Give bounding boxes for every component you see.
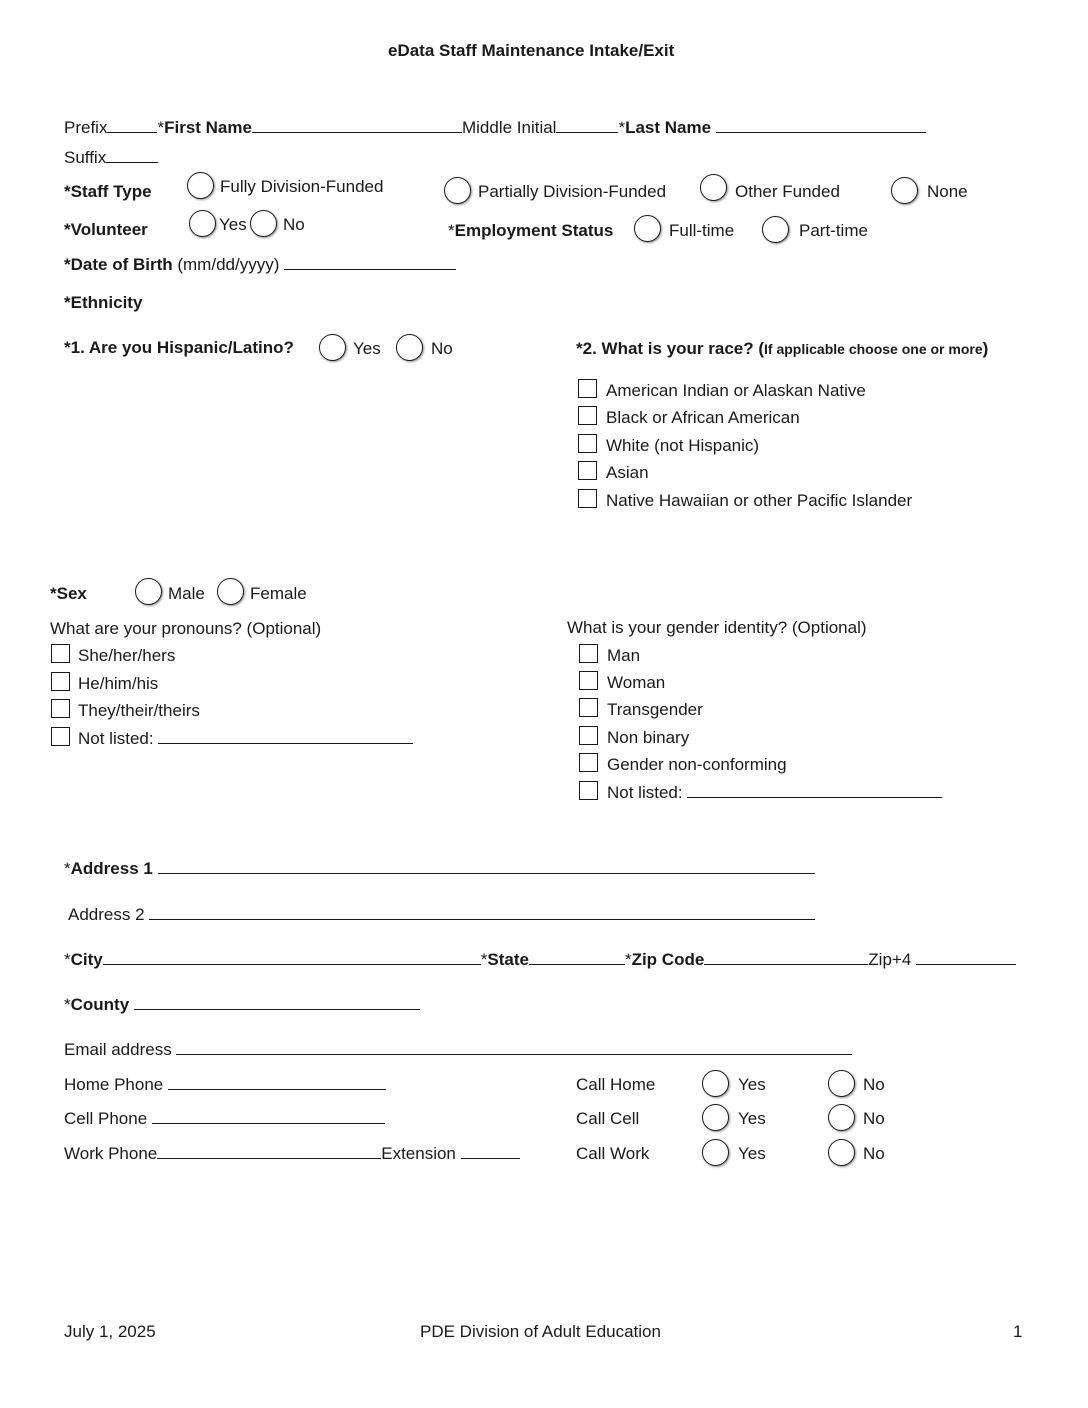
work-phone-row (64, 1144, 520, 1164)
race-option-label: White (not Hispanic) (606, 436, 760, 455)
first-name-label: First Name (164, 118, 252, 137)
gender-identity-question: What is your gender identity? (Optional) (567, 618, 867, 637)
gender-option-label: Woman (607, 673, 666, 692)
gender-checkbox-man[interactable] (579, 644, 598, 663)
call-work-no-radio[interactable] (828, 1139, 855, 1166)
race-option-label: Asian (606, 463, 649, 482)
call-cell-yes-label: Yes (738, 1109, 766, 1128)
volunteer-label: *Volunteer (64, 220, 148, 239)
race-checkbox-american-indian[interactable] (578, 379, 597, 398)
race-option-label: Native Hawaiian or other Pacific Islander (606, 491, 913, 510)
home-phone-row (64, 1075, 386, 1095)
race-checkbox-black[interactable] (578, 406, 597, 425)
pronoun-checkbox-she[interactable] (51, 644, 70, 663)
name-row: Prefix *First Name Middle Initial *Last Name (64, 118, 926, 138)
suffix-field[interactable] (106, 148, 158, 163)
employment-fulltime-label: Full-time (669, 221, 735, 240)
staff-type-radio-partially[interactable] (444, 177, 471, 204)
volunteer-no-radio[interactable] (250, 210, 277, 237)
race-checkbox-hawaiian[interactable] (578, 489, 597, 508)
prefix-label: Prefix (64, 118, 108, 137)
footer-org: PDE Division of Adult Education (420, 1322, 661, 1341)
gender-not-listed-row: Not listed: (607, 783, 942, 803)
gender-checkbox-woman[interactable] (579, 671, 598, 690)
gender-not-listed-field[interactable] (687, 783, 942, 798)
gender-checkbox-nonconforming[interactable] (579, 753, 598, 772)
zip-label: Zip Code (631, 950, 705, 969)
staff-type-none-label: None (927, 182, 968, 201)
hispanic-yes-radio[interactable] (319, 334, 346, 361)
dob-field[interactable] (284, 255, 456, 270)
sex-female-label: Female (250, 584, 307, 603)
call-work-yes-radio[interactable] (702, 1139, 729, 1166)
staff-type-radio-other[interactable] (700, 174, 727, 201)
suffix-label: Suffix (64, 148, 107, 167)
pronoun-not-listed-field[interactable] (158, 729, 413, 744)
volunteer-no-label: No (283, 215, 305, 234)
gender-option-label: Transgender (607, 700, 703, 719)
call-home-yes-label: Yes (738, 1075, 766, 1094)
hispanic-no-label: No (431, 339, 453, 358)
call-work-yes-label: Yes (738, 1144, 766, 1163)
zip4-label: Zip+4 (868, 950, 912, 969)
race-option-label: American Indian or Alaskan Native (606, 381, 866, 400)
gender-checkbox-not-listed[interactable] (579, 781, 598, 800)
pronouns-question: What are your pronouns? (Optional) (50, 619, 322, 638)
hispanic-question: *1. Are you Hispanic/Latino? (64, 338, 294, 357)
pronoun-checkbox-they[interactable] (51, 699, 70, 718)
hispanic-no-radio[interactable] (396, 334, 423, 361)
pronoun-option-label: They/their/theirs (78, 701, 200, 720)
cell-phone-row (64, 1109, 385, 1129)
middle-initial-label: Middle Initial (461, 118, 557, 137)
address1-label: Address 1 (70, 859, 153, 878)
pronoun-not-listed-row: Not listed: (78, 729, 413, 749)
last-name-label: Last Name (625, 118, 712, 137)
staff-type-partially-label: Partially Division-Funded (478, 182, 667, 201)
staff-type-label: *Staff Type (64, 182, 152, 201)
race-checkbox-asian[interactable] (578, 461, 597, 480)
gender-option-label: Non binary (607, 728, 690, 747)
city-state-zip-row: *City *State *Zip Code Zip+4 (64, 950, 1016, 970)
call-cell-label: Call Cell (576, 1109, 640, 1128)
race-option-label: Black or African American (606, 408, 800, 427)
extension-label: Extension (381, 1144, 456, 1163)
prefix-field[interactable] (107, 118, 157, 133)
call-home-yes-radio[interactable] (702, 1070, 729, 1097)
employment-status-label: *Employment Status (448, 221, 614, 240)
employment-parttime-label: Part-time (799, 221, 868, 240)
call-cell-yes-radio[interactable] (702, 1104, 729, 1131)
call-cell-no-label: No (863, 1109, 885, 1128)
zip4-field[interactable] (916, 950, 1016, 965)
dob-label: Date of Birth (70, 255, 173, 274)
gender-checkbox-nonbinary[interactable] (579, 726, 598, 745)
address2-field[interactable] (149, 905, 815, 920)
state-label: State (487, 950, 529, 969)
address2-row (68, 905, 815, 925)
cell-phone-field[interactable] (152, 1109, 385, 1124)
extension-field[interactable] (461, 1144, 520, 1159)
page-number: 1 (1013, 1322, 1023, 1341)
staff-type-fully-label: Fully Division-Funded (220, 177, 384, 196)
volunteer-yes-label: Yes (219, 215, 247, 234)
sex-female-radio[interactable] (217, 578, 244, 605)
staff-type-radio-none[interactable] (891, 177, 918, 204)
home-phone-field[interactable] (168, 1075, 386, 1090)
call-work-no-label: No (863, 1144, 885, 1163)
ethnicity-label: *Ethnicity (64, 293, 143, 312)
cell-phone-label: Cell Phone (64, 1109, 148, 1128)
city-field[interactable] (103, 950, 481, 965)
county-field[interactable] (134, 995, 420, 1010)
dob-row: *Date of Birth (mm/dd/yyyy) (64, 255, 456, 275)
page-title: eData Staff Maintenance Intake/Exit (388, 41, 675, 60)
pronoun-checkbox-not-listed[interactable] (51, 727, 70, 746)
call-cell-no-radio[interactable] (828, 1104, 855, 1131)
sex-male-label: Male (168, 584, 205, 603)
sex-label: *Sex (50, 584, 87, 603)
suffix-row (64, 148, 158, 168)
first-name-field[interactable] (252, 118, 462, 133)
call-work-label: Call Work (576, 1144, 650, 1163)
gender-option-label: Man (607, 646, 641, 665)
work-phone-label: Work Phone (64, 1144, 158, 1163)
home-phone-label: Home Phone (64, 1075, 164, 1094)
hispanic-yes-label: Yes (353, 339, 381, 358)
dob-hint: (mm/dd/yyyy) (177, 255, 280, 274)
staff-type-radio-fully[interactable] (187, 172, 214, 199)
email-row (64, 1040, 852, 1060)
gender-option-label: Gender non-conforming (607, 755, 787, 774)
pronoun-option-label: He/him/his (78, 674, 159, 693)
city-label: City (70, 950, 103, 969)
pronoun-checkbox-he[interactable] (51, 672, 70, 691)
county-row: *County (64, 995, 420, 1015)
email-label: Email address (64, 1040, 172, 1059)
gender-checkbox-transgender[interactable] (579, 698, 598, 717)
email-field[interactable] (176, 1040, 852, 1055)
sex-male-radio[interactable] (135, 578, 162, 605)
middle-initial-field[interactable] (556, 118, 618, 133)
work-phone-field[interactable] (157, 1144, 381, 1159)
county-label: County (70, 995, 130, 1014)
zip-field[interactable] (704, 950, 868, 965)
last-name-field[interactable] (716, 118, 926, 133)
address1-row: *Address 1 (64, 859, 815, 879)
call-home-no-radio[interactable] (828, 1070, 855, 1097)
race-question: *2. What is your race? (If applicable choose one or more) (576, 339, 989, 358)
pronoun-option-label: She/her/hers (78, 646, 176, 665)
call-home-no-label: No (863, 1075, 885, 1094)
employment-parttime-radio[interactable] (762, 216, 789, 243)
address2-label: Address 2 (68, 905, 145, 924)
state-field[interactable] (529, 950, 625, 965)
call-home-label: Call Home (576, 1075, 656, 1094)
race-checkbox-white[interactable] (578, 434, 597, 453)
address1-field[interactable] (158, 859, 815, 874)
footer-date: July 1, 2025 (64, 1322, 156, 1341)
employment-fulltime-radio[interactable] (634, 215, 661, 242)
volunteer-yes-radio[interactable] (189, 210, 216, 237)
staff-type-other-label: Other Funded (735, 182, 840, 201)
